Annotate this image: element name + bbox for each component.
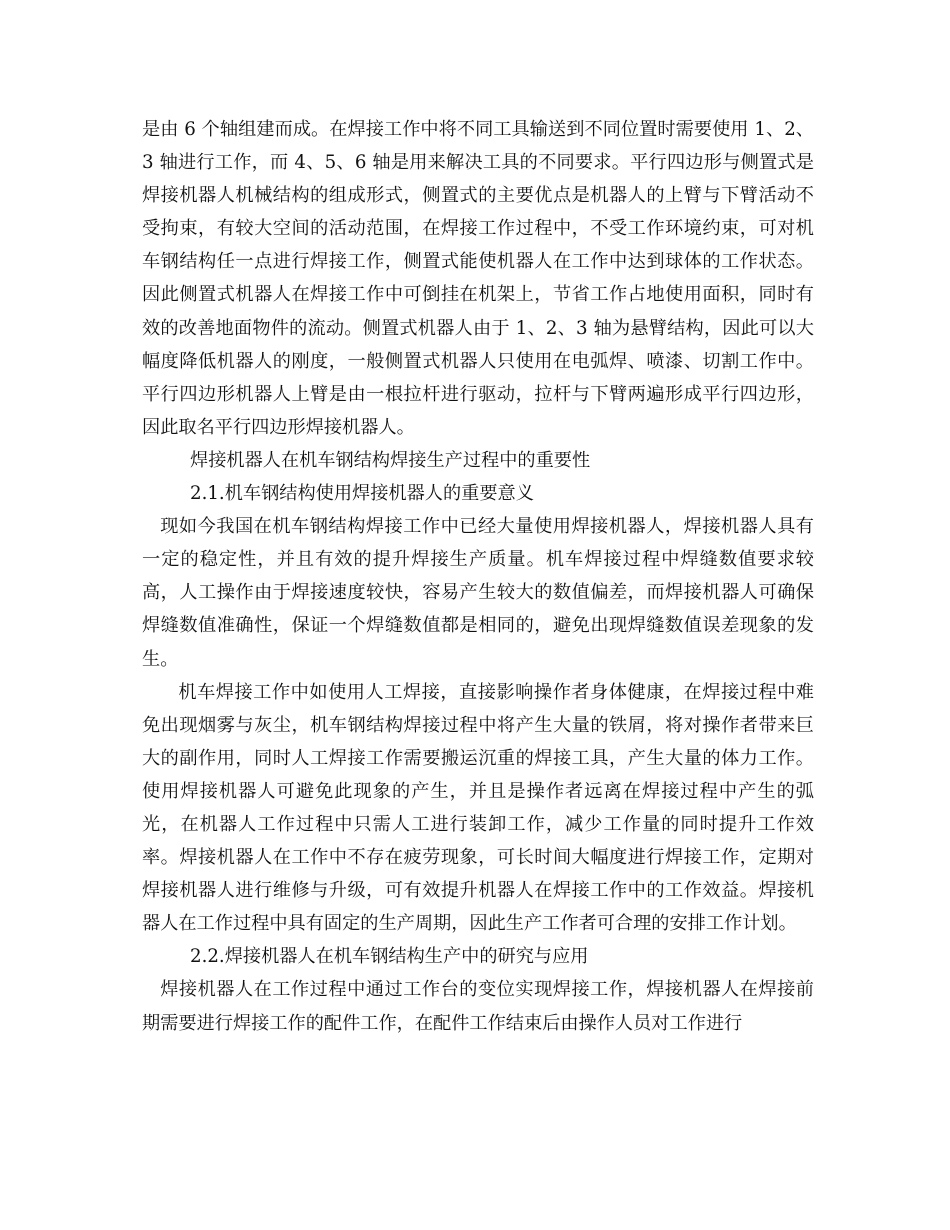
paragraph-manual-welding: 机车焊接工作中如使用人工焊接，直接影响操作者身体健康，在焊接过程中难免出现烟雾与灰尘，机车钢结构焊接过程中将产生大量的铁屑，将对操作者带来巨大的副作用，同时人工焊接工作需要搬运沉重的焊接工具，产生大量的体力工作。使用焊接机器人可避免此现象的产生，并且是操作者远离在焊接过程中产生的弧光，在机器人工作过程中只需人工进行装卸工作，减少工作量的同时提升工作效率。焊接机器人在工作中不存在疲劳现象，可长时间大幅度进行焊接工作，定期对焊接机器人进行维修与升级，可有效提升机器人在焊接工作中的工作效益。焊接机器人在工作过程中具有固定的生产周期，因此生产工作者可合理的安排工作计划。 bbox=[142, 681, 814, 935]
subsection-heading-2-1: 2.1.机车钢结构使用焊接机器人的重要意义 bbox=[190, 483, 534, 505]
paragraph-significance: 现如今我国在机车钢结构焊接工作中已经大量使用焊接机器人，焊接机器人具有一定的稳定性，并且有效的提升焊接生产质量。机车焊接过程中焊缝数值要求较高，人工操作由于焊接速度较快，容易产生较大的数值偏差，而焊接机器人可确保焊缝数值准确性，保证一个焊缝数值都是相同的，避免出现焊缝数值误差现象的发生。 bbox=[142, 516, 814, 670]
body-text bbox=[142, 113, 814, 1040]
section-heading-importance: 焊接机器人在机车钢结构焊接生产过程中的重要性 bbox=[190, 449, 591, 471]
paragraph-robot-structure: 是由 6 个轴组建而成。在焊接工作中将不同工具输送到不同位置时需要使用 1、2、3 轴进行工作，而 4、5、6 轴是用来解决工具的不同要求。平行四边形与侧置式是焊接机器人机械结构的组成形式，侧置式的主要优点是机器人的上臂与下臂活动不受拘束，有较大空间的活动范围，在焊接工作过程中，不受工作环境约束，可对机车钢结构任一点进行焊接工作，侧置式能使机器人在工作中达到球体的工作状态。因此侧置式机器人在焊接工作中可倒挂在机架上，节省工作占地使用面积，同时有效的改善地面物件的流动。侧置式机器人由于 1、2、3 轴为悬臂结构，因此可以大幅度降低机器人的刚度，一般侧置式机器人只使用在电弧焊、喷漆、切割工作中。平行四边形机器人上臂是由一根拉杆进行驱动，拉杆与下臂两遍形成平行四边形，因此取名平行四边形焊接机器人。 bbox=[142, 119, 814, 438]
subsection-heading-2-2: 2.2.焊接机器人在机车钢结构生产中的研究与应用 bbox=[190, 946, 589, 968]
paragraph-application: 焊接机器人在工作过程中通过工作台的变位实现焊接工作，焊接机器人在焊接前期需要进行焊接工作的配件工作，在配件工作结束后由操作人员对工作进行 bbox=[142, 979, 814, 1034]
